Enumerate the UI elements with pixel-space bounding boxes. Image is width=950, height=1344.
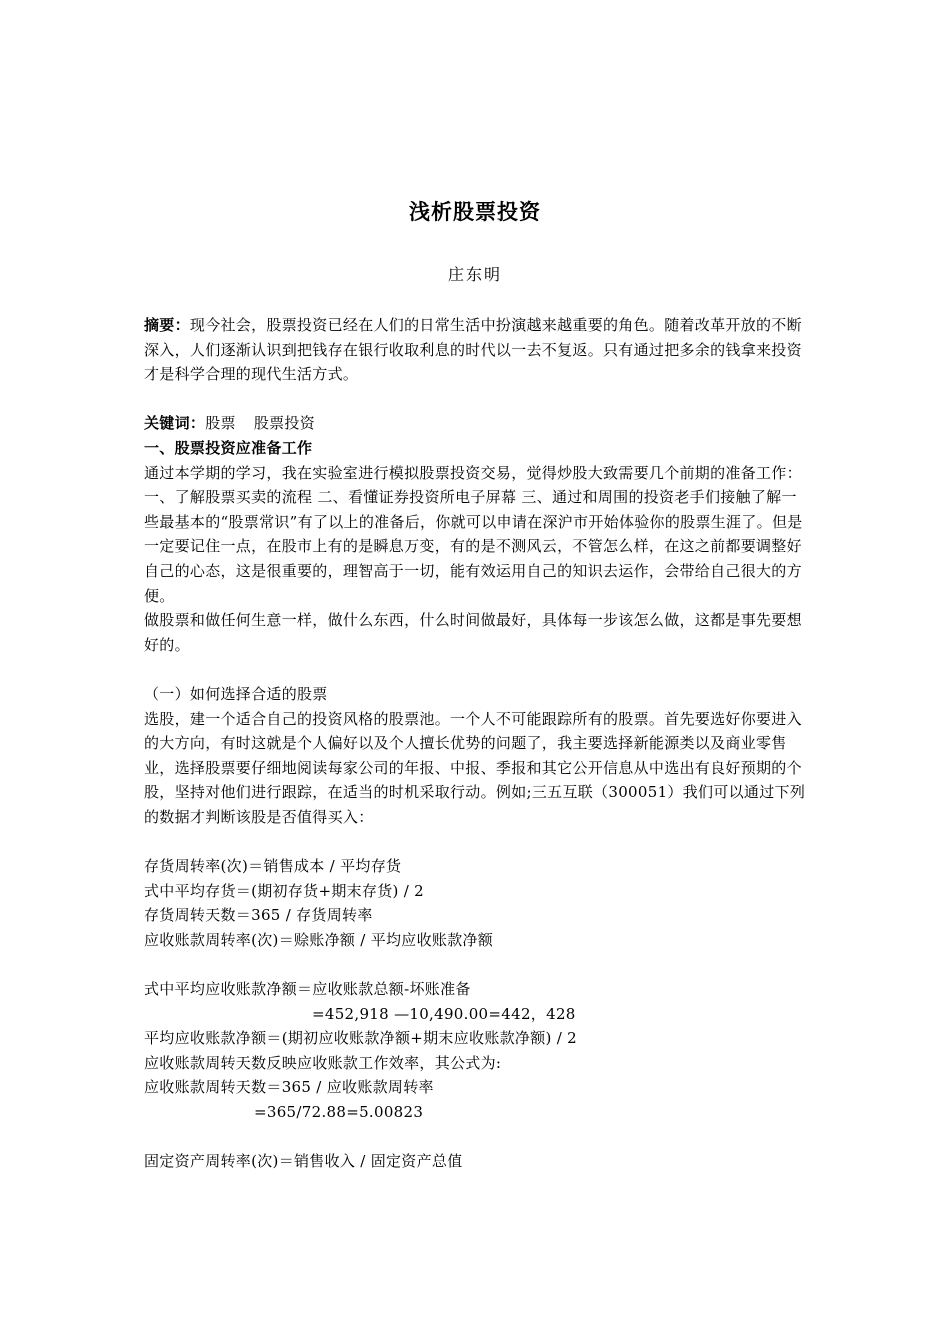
spacer	[144, 829, 808, 854]
spacer	[144, 657, 808, 682]
formula-line: 平均应收账款净额＝(期初应收账款净额+期末应收账款净额) / 2	[144, 1029, 578, 1048]
paragraph: 一、了解股票买卖的流程 二、看懂证券投资所电子屏幕 三、通过和周围的投资老手们接触了解一些最基本的“股票常识”有了以上的准备后，你就可以申请在深沪市开始体验你的股票生涯了。但是一定要记住一点，在股市上有的是瞬息万变，有的是不测风云，不管怎么样，在这之前都要调整好自己的心态，这是很重要的，理智高于一切，能有效运用自己的知识去运作，会带给自己很大的方便。	[144, 488, 803, 605]
formula-line: 式中平均存货＝(期初存货+期末存货) / 2	[144, 881, 425, 900]
spacer	[144, 1125, 808, 1150]
abstract-text: 现今社会，股票投资已经在人们的日常生活中扮演越来越重要的角色。随着改革开放的不断深入，人们逐渐认识到把钱存在银行收取利息的时代以一去不复返。只有通过把多余的钱拿来投资才是科学合理的现代生活方式。	[144, 316, 802, 384]
document-title: 浅析股票投资	[409, 200, 541, 224]
paragraph: 做股票和做任何生意一样，做什么东西，什么时间做最好，具体每一步该怎么做，这都是事先要想好的。	[144, 611, 802, 654]
paragraph: 通过本学期的学习，我在实验室进行模拟股票投资交易，觉得炒股大致需要几个前期的准备工作：	[144, 463, 802, 482]
formula-line: 存货周转天数＝365 / 存货周转率	[144, 906, 373, 925]
formula-line: 应收账款周转天数反映应收账款工作效率，其公式为:	[144, 1053, 502, 1072]
abstract-label: 摘要：	[144, 316, 190, 334]
subsection-heading: （一）如何选择合适的股票	[144, 684, 328, 703]
section-heading: 一、股票投资应准备工作	[144, 438, 313, 457]
keyword-item: 股票投资	[253, 414, 316, 433]
formula-line: 应收账款周转率(次)＝赊账净额 / 平均应收账款净额	[144, 930, 494, 949]
keyword-item: 股票	[205, 414, 236, 433]
abstract-paragraph	[144, 313, 808, 387]
keywords-label: 关键词：	[144, 414, 206, 433]
keywords-line	[144, 411, 808, 436]
spacer	[144, 387, 808, 412]
formula-line: 应收账款周转天数＝365 / 应收账款周转率	[144, 1078, 434, 1097]
formula-line: 存货周转率(次)＝销售成本 / 平均存货	[144, 857, 402, 876]
spacer	[144, 952, 808, 977]
formula-result: =452,918 —10,490.00=442，428	[312, 1004, 576, 1023]
formula-line: 式中平均应收账款净额＝应收账款总额-坏账准备	[144, 980, 471, 999]
formula-result: =365/72.88=5.00823	[254, 1103, 424, 1121]
document-author: 庄东明	[447, 265, 502, 284]
document-body	[144, 313, 808, 1174]
paragraph: 选股，建一个适合自己的投资风格的股票池。一个人不可能跟踪所有的股票。首先要选好你要进入的大方向，有时这就是个人偏好以及个人擅长优势的问题了，我主要选择新能源类以及商业零售业，选择股票要仔细地阅读每家公司的年报、中报、季报和其它公开信息从中选出有良好预期的个股，坚持对他们进行跟踪，在适当的时机采取行动。例如;三五互联（300051）我们可以通过下列的数据才判断该股是否值得买入：	[144, 709, 806, 826]
formula-line: 固定资产周转率(次)＝销售收入 / 固定资产总值	[144, 1152, 463, 1171]
